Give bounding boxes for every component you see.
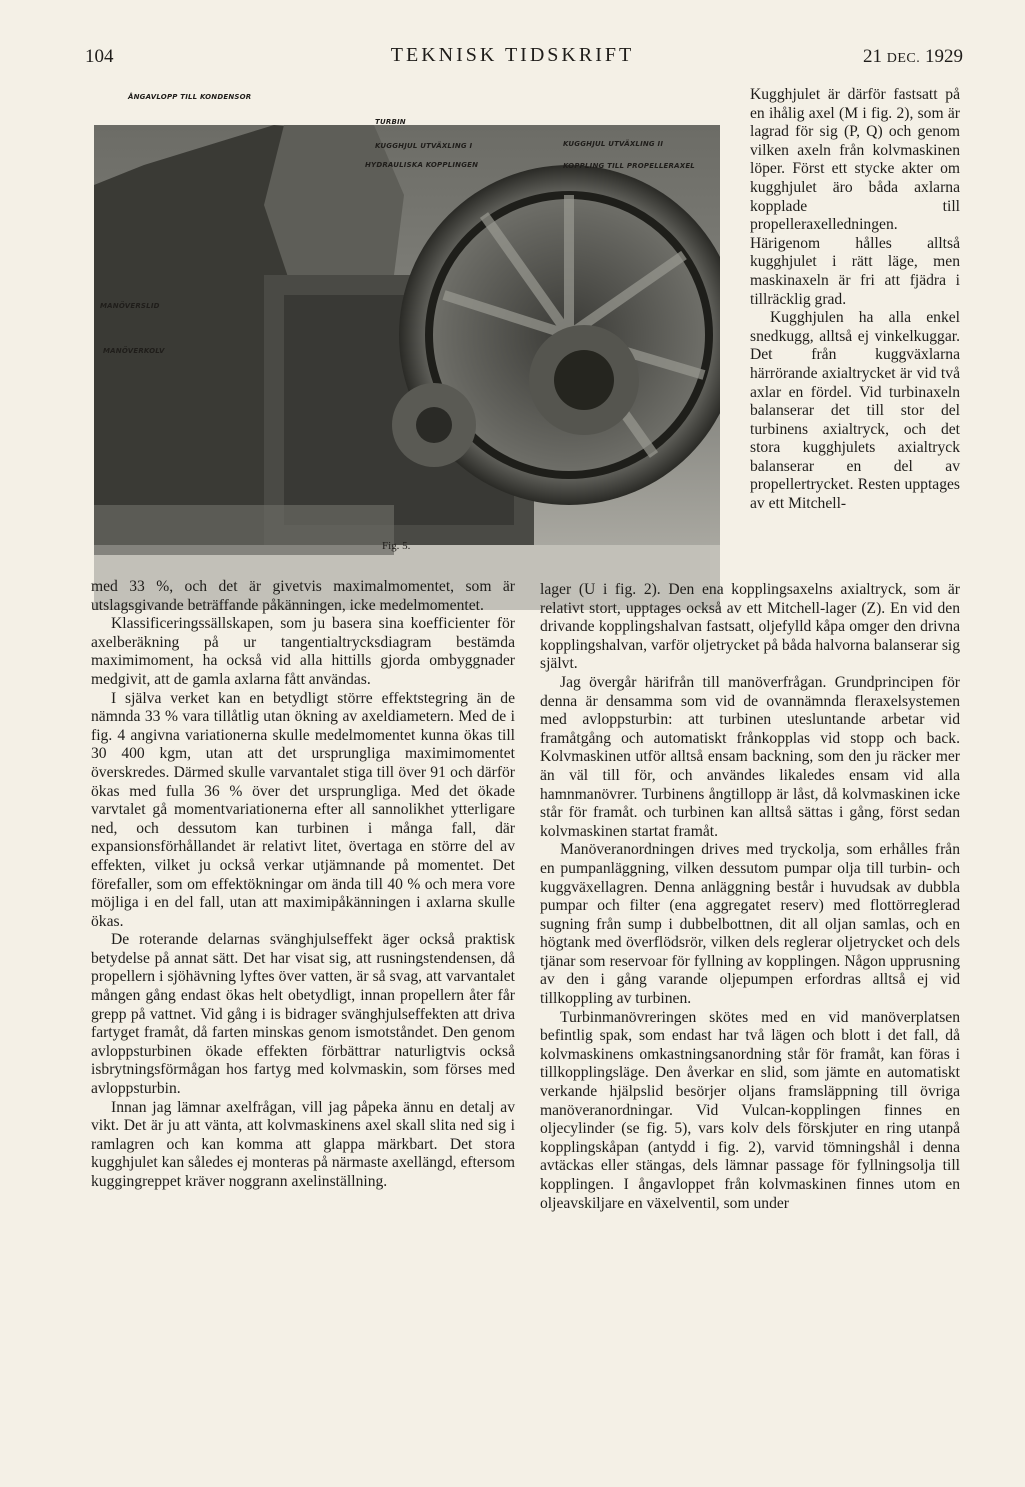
date-month: DEC. xyxy=(886,51,921,66)
page-header xyxy=(0,40,1025,72)
paragraph: I själva verket kan en betydligt större effektstegring än de nämnda 33 % vara tillåtlig utan ökning av axeldiametern. Med de i fig. 4 angivna variationerna skulle medelmomentet kunna ökas till 30 400 kgm, utan att det ursprungliga maximimomentet överskredes. Därmed skulle varvantalet stiga till över 91 och därför ökas med fulla 36 % över det ursprungliga. Med det ökade varvtalet gå momentvariationerna efter all sannolikhet ytterligare ned, och dessutom kan turbinen i många fall, där expansionsförhållandet är relativt litet, övertaga en större del av effekten, vilket ju också verkar utjämnande på momentet. Det förefaller, som om effektökningar om ända till 40 % och mera vore möjliga i en del fall, utan att maximipåkänningen i axlarna skulle ökas. xyxy=(91,689,515,930)
journal-title: TEKNISK TIDSKRIFT xyxy=(390,44,635,66)
date-day: 21 xyxy=(863,46,882,67)
figure-caption: Fig. 5. xyxy=(382,540,411,552)
left-column xyxy=(91,578,515,1192)
paragraph: Innan jag lämnar axelfrågan, vill jag påpeka ännu en detalj av vikt. Det är ju att vänta, att kolvmaskinens axel skall slita ned sig i ramlagren och kan komma att glappa märkbart. Det stora kugghjulet kan således ej monteras på närmaste axellängd, eftersom kuggingreppet kräver noggrann axelinställning. xyxy=(91,1098,515,1190)
paragraph: Kugghjulet är därför fastsatt på en ihålig axel (M i fig. 2), som är lagrad för sig (P, Q) och genom vilken axeln från kolvmaskinen löper. Först ett stycke akter om kugghjulet äro båda axlarna kopplade till propelleraxelledningen. Härigenom hålles alltså kugghjulet i rätt läge, men maskinaxeln är fri att fjädra i tillräcklig grad. xyxy=(750,86,960,308)
issue-date xyxy=(863,46,963,68)
paragraph: med 33 %, och det är givetvis maximalmomentet, som är utslagsgivande beträffande påkänningen, icke medelmomentet. xyxy=(91,578,515,614)
paragraph: Jag övergår härifrån till manöverfrågan. Grundprincipen för denna är densamma som vid de ovannämnda fleraxelsystemen med avloppsturbin: att turbinen utesluntande arbetar vid framåtgång och automatiskt frånkopplas vid stopp och back. Kolvmaskinen utför alltså ensam backning, som den ju räcker mer än väl till för, och användes likaledes ensam vid alla hamnmanövrer. Turbinens ångtillopp är låst, då kolvmaskinen icke står för framåt. och turbinen kan alltså sättas i gång, först sedan kolvmaskinen startat framåt. xyxy=(540,673,960,840)
machinery-illustration xyxy=(94,125,720,610)
paragraph: De roterande delarnas svänghjulseffekt äger också praktisk betydelse på annat sätt. Det har visat sig, att rusningstendensen, då propellern i sjöhävning lyftes över vatten, är så svag, att varvantalet mången gång endast ökas helt obetydligt, innan propellern åter får grepp på vattnet. Vid gång i is bidrager svänghjulseffekten att driva fartyget framåt, då farten minskas genom ismotståndet. Den genom avloppsturbinen ökade effekten förbättrar naturligtvis också isbrytningsförmågan hos fartyg med kolvmaskin, som förses med avloppsturbin. xyxy=(91,931,515,1098)
label-turbine: TURBIN xyxy=(375,118,406,126)
paragraph: Kugghjulen ha alla enkel snedkugg, alltså ej vinkelkuggar. Det från kuggväxlarna härrörande axialtrycket är vid två axlar en fördel. Vid turbinaxeln balanserar det till stor del turbinens axialtryck, och det stora kugghjulets axialtryck balanserar en del av propellertrycket. Resten upptages av ett Mitchell- xyxy=(750,309,960,513)
right-top-column xyxy=(750,86,960,514)
label-steam-outlet: ÅNGAVLOPP TILL KONDENSOR xyxy=(128,93,252,101)
page-number: 104 xyxy=(85,46,114,67)
label-maneuver-slide: MANÖVERSLID xyxy=(100,302,160,310)
label-propeller-coupling: KOPPLING TILL PROPELLERAXEL xyxy=(563,162,695,170)
figure-5 xyxy=(85,85,725,530)
label-gear-1: KUGGHJUL UTVÄXLING I xyxy=(375,142,473,150)
paragraph: Klassificeringssällskapen, som ju basera sina koefficienter för axelberäkning på ur tangentialtrycksdiagram bestämda maximimoment, ha också vid alla hittills gjorda ombyggnader medgivit, att de gamla axlarna fått användas. xyxy=(91,615,515,688)
paragraph: Manöveranordningen drives med tryckolja, som erhålles från en pumpanläggning, vilken dessutom pumpar olja till turbin- och kuggväxellagren. Denna anläggning består i huvudsak av dubbla pumpar och filter (ena aggregatet reserv) med flottörreglerad sugning från sump i dubbelbottnen, dit all oljan samlas, och en högtank med överflödsrör, vilken dels reglerar oljetrycket och dels tjänar som reservoar för fyllning av kopplingen. Någon upprusning av den i gång varande oljepumpen erfordras alltså ej vid tillkoppling av turbinen. xyxy=(540,841,960,1008)
label-gear-2: KUGGHJUL UTVÄXLING II xyxy=(563,140,664,148)
right-column xyxy=(540,581,960,1213)
label-maneuver-piston: MANÖVERKOLV xyxy=(103,347,165,355)
paragraph: Turbinmanövreringen skötes med en vid manöverplatsen befintlig spak, som endast har två lägen och blott i det fall, då kolvmaskinens omkastningsanordning står för framåt, kan föras i tillkopplingsläge. Den åverkar en slid, som jämte en automatiskt verkande hjälpslid besörjer oljans framsläppning till övriga manöveranordningar. Vid Vulcan-kopplingen finnes en oljecylinder (se fig. 5), vars kolv dels förskjuter en ring utanpå kopplingskåpan (antydd i fig. 2), varvid tömningshål i denna avtäckas eller stängas, dels lämnar passage för fyllningsolja till kopplingen. I ångavloppet från kolvmaskinen finnes utom en oljeavskiljare en växelventil, som under xyxy=(540,1008,960,1212)
date-year: 1929 xyxy=(925,46,963,67)
paragraph: lager (U i fig. 2). Den ena kopplingsaxelns axialtryck, som är relativt stort, upptages också av ett Mitchell-lager (Z). En vid den drivande kopplingshalvan fastsatt, oljefylld kåpa omger den drivna kopplingshalvan, varför oljetrycket på båda halvorna balanserar sig självt. xyxy=(540,581,961,673)
label-hydraulic-coupling: HYDRAULISKA KOPPLINGEN xyxy=(365,161,479,169)
machinery-photo xyxy=(94,125,720,610)
